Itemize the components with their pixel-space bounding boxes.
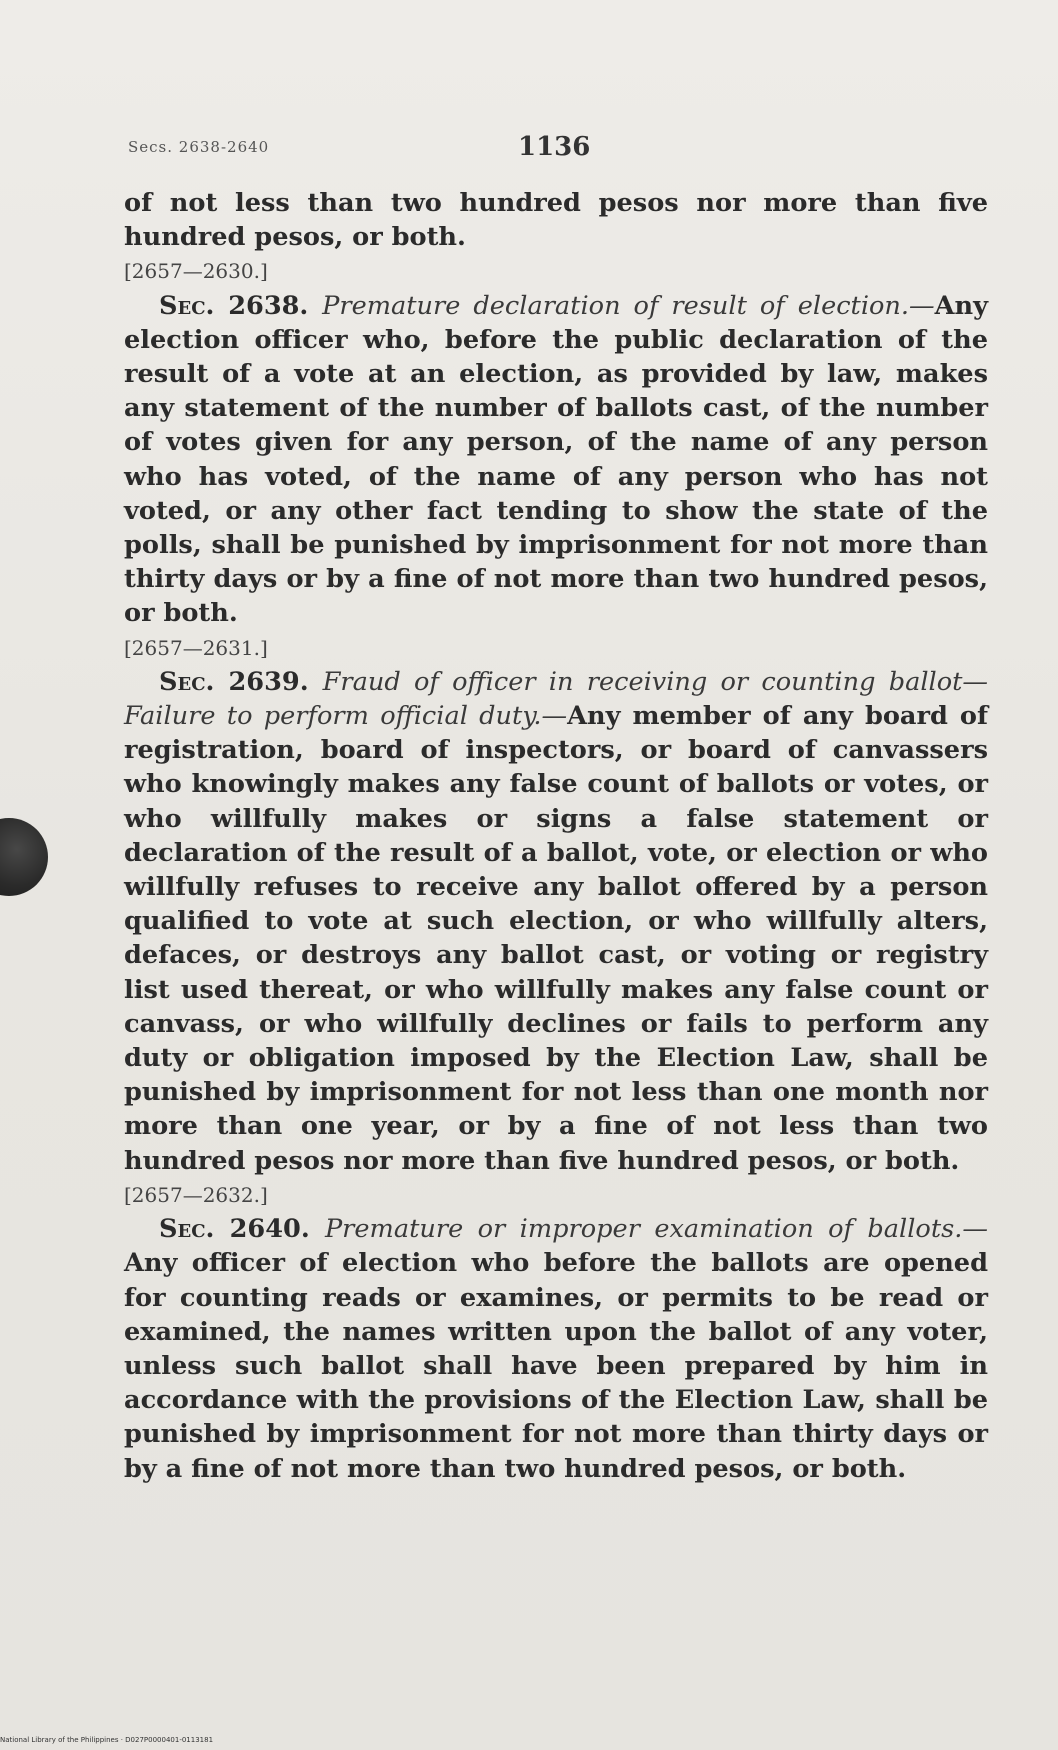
section-label: Sec. 2638. [159, 290, 309, 321]
scanner-thumb-shadow [0, 818, 48, 896]
section-text: Any election officer who, before the public declaration of the result of a vote at an election, as provided by law, makes any statement of the number of ballots cast, of the number of votes given for any person, of the name of any person who has voted, of the name of any person who has not voted, or any other fact tending to show the state of the polls, shall be punished by imprisonment for not more than thirty days or by a fine of not more than two hundred pesos, or both. [124, 290, 988, 629]
page-header [128, 132, 988, 160]
section-label: Sec. 2640. [159, 1214, 310, 1245]
continuation-paragraph: of not less than two hundred pesos nor more than five hundred pesos, or both. [124, 188, 988, 253]
section-2638 [124, 289, 988, 631]
section-2639 [124, 665, 988, 1178]
running-head: Secs. 2638-2640 [128, 138, 270, 156]
section-title: Fraud of officer in receiving or counting ballot—Failure to perform official duty.— [124, 666, 989, 732]
section-citation: [2657—2632.] [124, 1182, 268, 1207]
page-body [124, 186, 988, 1486]
section-text: Any officer of election who before the ballots are opened for counting reads or examines, or permits to be read or examined, the names written upon the ballot of any voter, unless such ballot shall have been prepared by him in accordance with the provisions of the Election Law, shall be punished by imprisonment for not more than thirty days or by a fine of not more than two hundred pesos, or both. [124, 1248, 988, 1484]
page-number: 1136 [518, 132, 591, 162]
section-citation: [2657—2630.] [124, 259, 268, 284]
scan-footer: National Library of the Philippines · D027P0000401-0113181 [0, 1736, 214, 1744]
section-text: Any member of any board of registration, board of inspectors, or board of canvassers who knowingly makes any false count of ballots or votes, or who willfully makes or signs a false statement or declaration of the result of a ballot, vote, or election or who willfully refuses to receive any ballot offered by a person qualified to vote at such election, or who willfully alters, defaces, or destroys any ballot cast, or voting or registry list used thereat, or who willfully makes any false count or canvass, or who willfully declines or fails to perform any duty or obligation imposed by the Election Law, shall be punished by imprisonment for not less than one month nor more than one year, or by a fine of not less than two hundred pesos nor more than five hundred pesos, or both. [124, 701, 989, 1176]
section-citation: [2657—2631.] [124, 635, 268, 660]
section-title: Premature or improper examination of ballots.— [324, 1214, 988, 1245]
section-title: Premature declaration of result of election.— [322, 290, 935, 321]
section-label: Sec. 2639. [159, 666, 309, 697]
section-2640 [124, 1212, 988, 1486]
